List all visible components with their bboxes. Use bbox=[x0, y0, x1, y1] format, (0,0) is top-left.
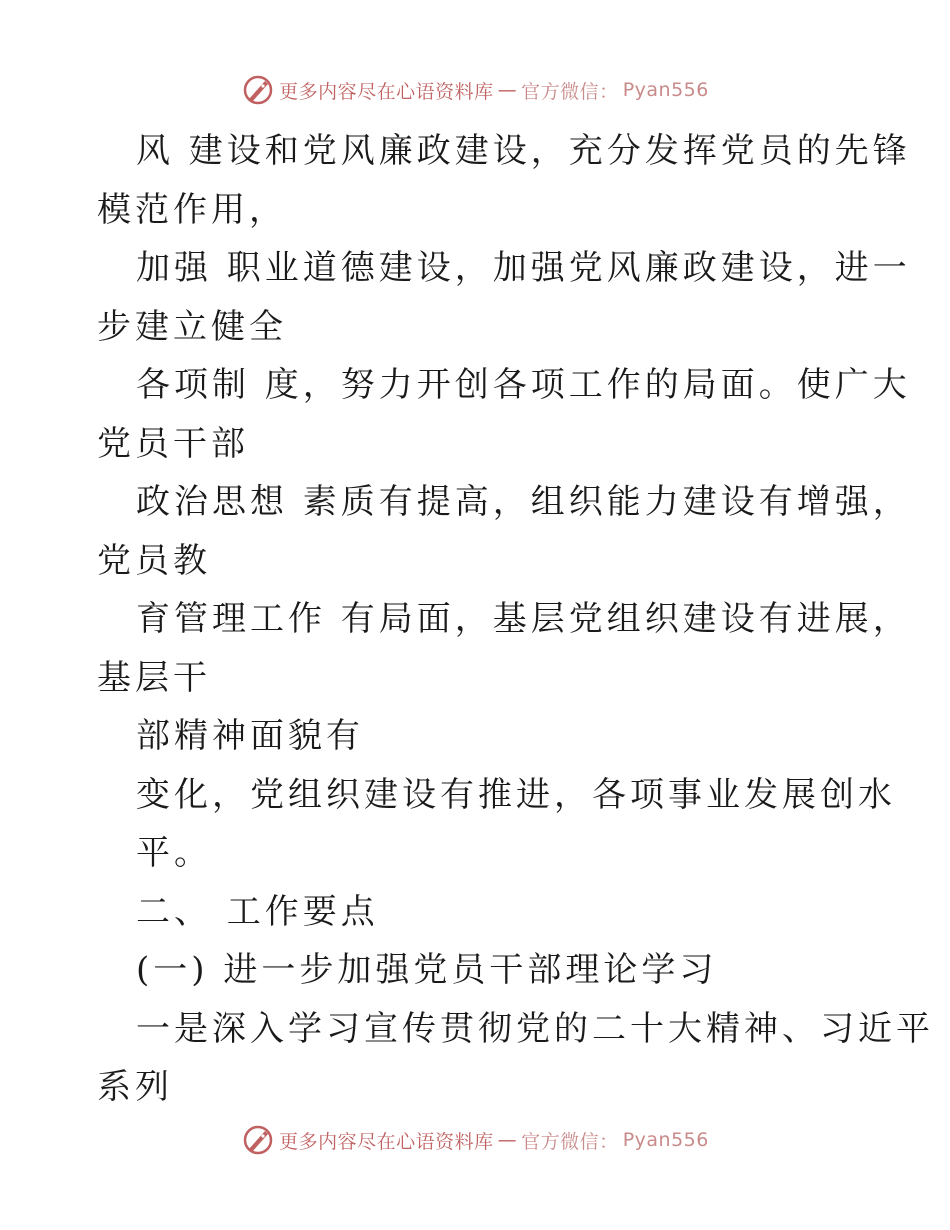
section-heading: 二、 工作要点 bbox=[136, 891, 379, 932]
text-line: 一是深入学习宣传贯彻党的二十大精神、习近平 bbox=[136, 1008, 934, 1049]
watermark-wechat-id: Pyan556 bbox=[622, 1129, 709, 1151]
watermark-dash: — bbox=[497, 1129, 518, 1151]
watermark-wechat-label: 官方微信： bbox=[521, 80, 619, 103]
text-line: 部精神面貌有 bbox=[136, 716, 364, 756]
text-line: 风 建设和党风廉政建设，充分发挥党员的先锋 bbox=[136, 131, 911, 171]
text-line: 各项制 度，努力开创各项工作的局面。使广大 bbox=[136, 365, 911, 405]
document-body bbox=[97, 122, 934, 1117]
watermark-site-text: 更多内容尽在心语资料库 bbox=[279, 80, 494, 103]
watermark-wechat-label: 官方微信： bbox=[521, 1130, 619, 1153]
text-line: 基层干 bbox=[97, 657, 211, 698]
text-line: 党员干部 bbox=[97, 423, 249, 464]
footer-watermark bbox=[0, 1120, 950, 1160]
text-line: 步建立健全 bbox=[97, 306, 287, 347]
subsection-heading: (一) 进一步加强党员干部理论学习 bbox=[136, 950, 718, 990]
text-line: 加强 职业道德建设，加强党风廉政建设，进一 bbox=[136, 248, 911, 288]
text-line: 模范作用， bbox=[97, 189, 287, 230]
text-line: 育管理工作 有局面，基层党组织建设有进展， bbox=[136, 599, 911, 639]
watermark-site-text: 更多内容尽在心语资料库 bbox=[279, 1130, 494, 1153]
pen-nib-circle-icon bbox=[241, 1123, 275, 1157]
pen-nib-circle-icon bbox=[241, 73, 275, 107]
text-line: 政治思想 素质有提高，组织能力建设有增强， bbox=[136, 482, 911, 522]
text-line: 变化，党组织建设有推进，各项事业发展创水 bbox=[136, 774, 896, 815]
text-line: 平。 bbox=[136, 833, 212, 873]
text-line: 党员教 bbox=[97, 540, 211, 581]
text-line: 系列 bbox=[97, 1067, 173, 1107]
header-watermark bbox=[0, 70, 950, 110]
watermark-wechat-id: Pyan556 bbox=[622, 79, 709, 101]
watermark-dash: — bbox=[497, 79, 518, 101]
